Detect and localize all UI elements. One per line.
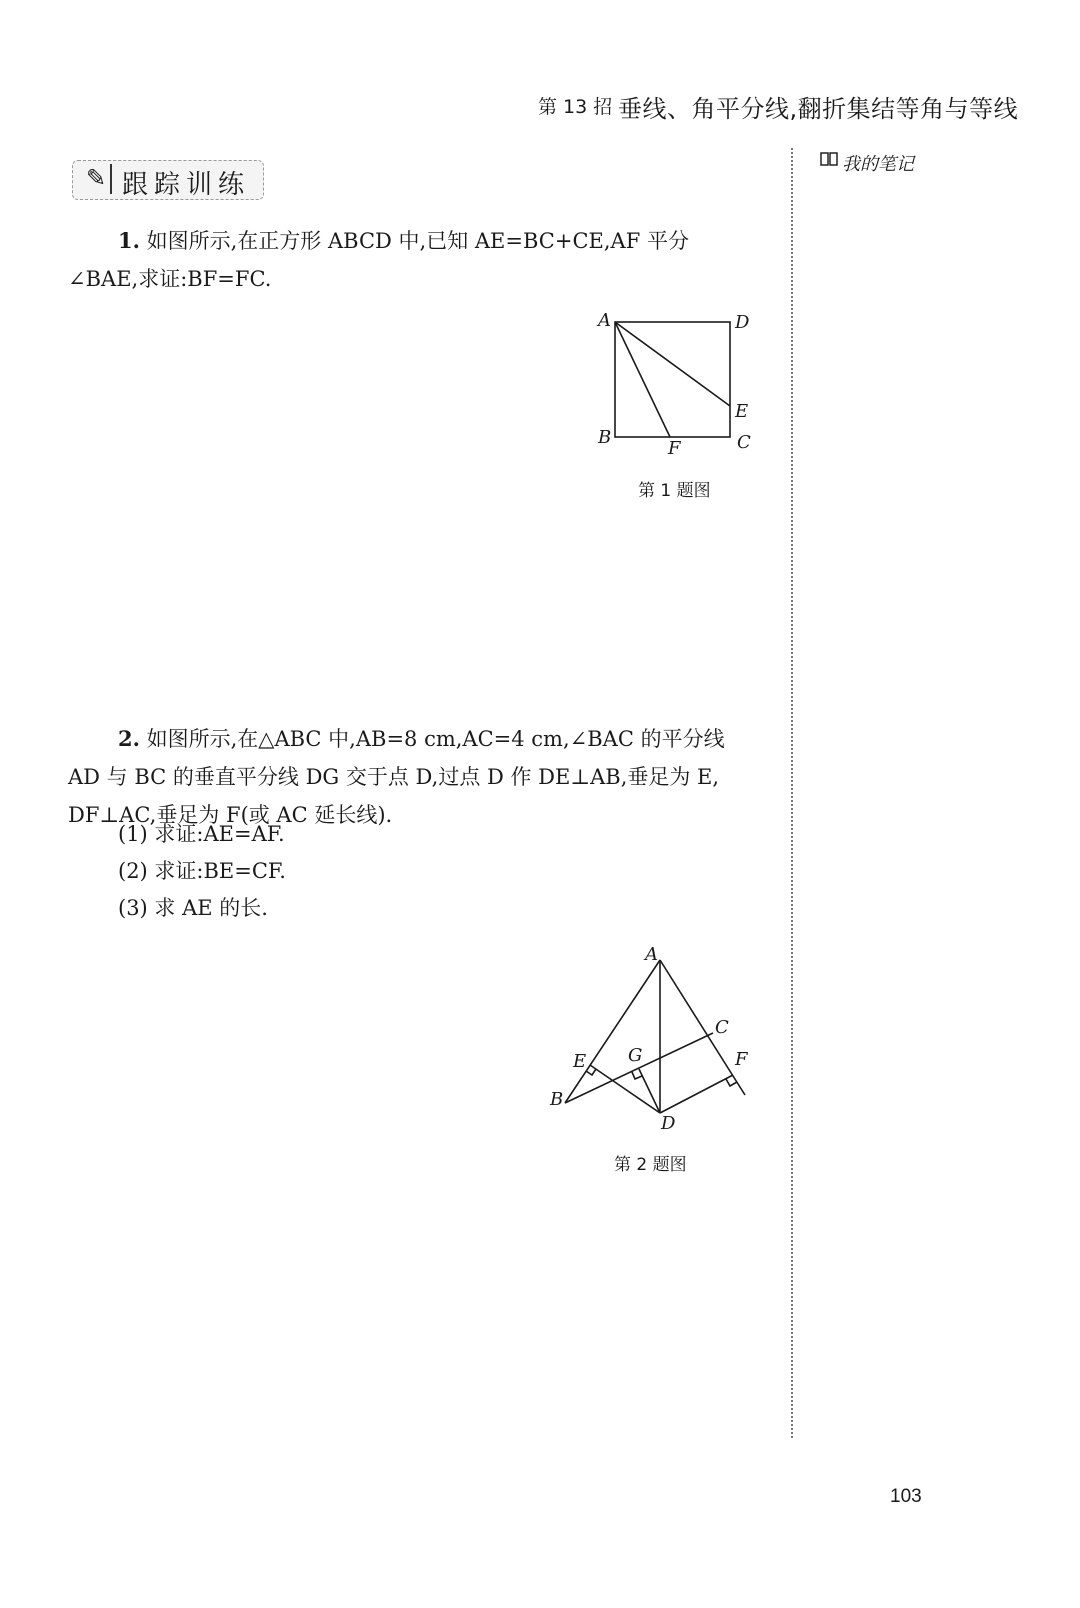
question-2-text-line1: [118, 720, 818, 758]
figure-2-caption: 第 2 题图: [614, 1155, 687, 1175]
pen-icon: ✎: [86, 164, 107, 192]
label-e2: E: [573, 1051, 587, 1072]
figure-2-triangle: [545, 945, 765, 1135]
question-2-number: 2.: [118, 726, 140, 751]
chapter-title: 垂线、角平分线,翻折集结等角与等线: [618, 95, 1019, 123]
figure-1-square: [590, 310, 770, 460]
label-f: F: [668, 438, 681, 459]
segment-ae: [615, 322, 730, 406]
page-number: 103: [890, 1486, 922, 1507]
label-c2: C: [715, 1017, 729, 1038]
label-d: D: [735, 312, 750, 333]
question-2-part-3: (3) 求 AE 的长.: [118, 896, 268, 920]
label-g2: G: [628, 1045, 643, 1066]
label-a2: A: [645, 945, 658, 965]
label-c: C: [737, 432, 751, 453]
label-d2: D: [661, 1113, 676, 1134]
segment-af: [615, 322, 670, 437]
chapter-number: 第 13 招: [538, 96, 613, 118]
square-abcd: [615, 322, 730, 437]
notes-divider: [791, 148, 793, 1438]
question-2-line2: AD 与 BC 的垂直平分线 DG 交于点 D,过点 D 作 DE⊥AB,垂足为 E,: [68, 765, 720, 789]
question-2-line1: 如图所示,在△ABC 中,AB=8 cm,AC=4 cm,∠BAC 的平分线: [146, 727, 725, 751]
question-1-number: 1.: [118, 228, 140, 253]
label-f2: F: [735, 1049, 748, 1070]
question-1-text-line1: [118, 222, 818, 260]
question-2-part-2: (2) 求证:BE=CF.: [118, 859, 286, 883]
section-divider-bar: [110, 164, 112, 194]
book-icon: [820, 152, 838, 166]
label-b2: B: [550, 1089, 564, 1110]
question-2-part-1: (1) 求证:AE=AF.: [118, 822, 285, 846]
label-b: B: [598, 427, 612, 448]
label-e: E: [735, 401, 749, 422]
segment-df: [660, 1075, 733, 1113]
label-a: A: [598, 310, 611, 331]
segment-bc: [565, 1033, 713, 1103]
question-2-line3: DF⊥AC,垂足为 F(或 AC 延长线).: [68, 803, 393, 827]
section-title: 跟踪训练: [122, 170, 251, 200]
notes-label: 我的笔记: [842, 154, 914, 175]
question-1-line2: ∠BAE,求证:BF=FC.: [68, 267, 272, 291]
question-1-line1: 如图所示,在正方形 ABCD 中,已知 AE=BC+CE,AF 平分: [146, 229, 689, 253]
segment-de: [590, 1065, 660, 1113]
figure-1-caption: 第 1 题图: [638, 481, 711, 501]
